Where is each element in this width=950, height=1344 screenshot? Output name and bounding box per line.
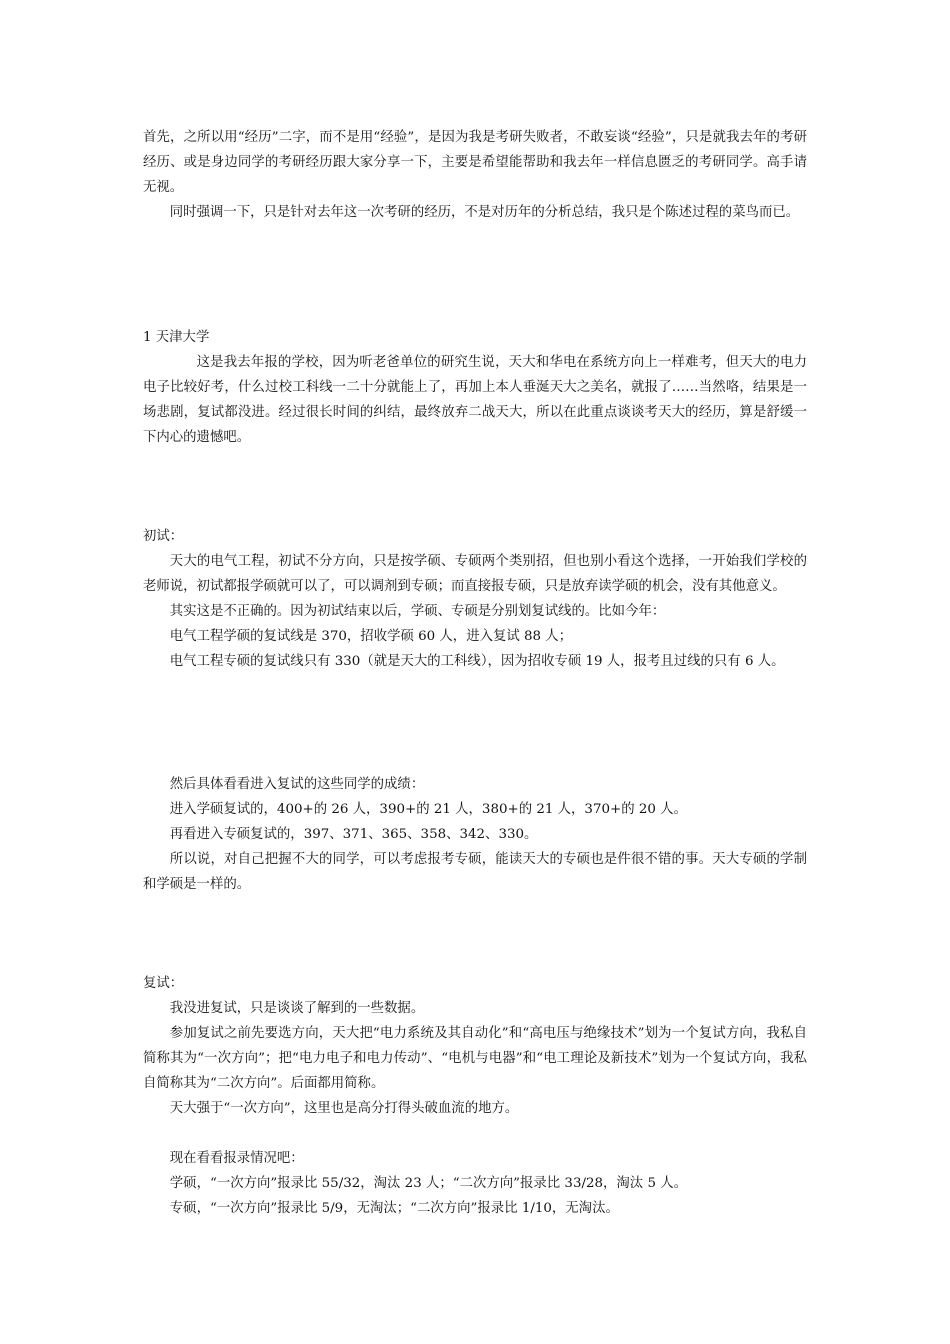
section-heading-tianjin: 1 天津大学 bbox=[143, 330, 210, 345]
tianjin-paragraph-1: 这是我去年报的学校，因为听老爸单位的研究生说，天大和华电在系统方向上一样难考，但天大的电力电子比较好考，什么过校工科线一二十分就能上了，再加上本人垂涎天大之美名，就报了……当然咯，结果是一场悲剧，复试都没进。经过很长时间的纠结，最终放弃二战天大，所以在此重点谈谈考天大的经历，算是舒缓一下内心的遗憾吧。 bbox=[143, 355, 807, 445]
retest-paragraph-5: 学硕，“一次方向”报录比 55/32，淘汰 23 人；“二次方向”报录比 33/28，淘汰 5 人。 bbox=[169, 1176, 688, 1191]
preliminary-paragraph-8: 所以说，对自己把握不大的同学，可以考虑报考专硕，能读天大的专硕也是件很不错的事。天大专硕的学制和学硕是一样的。 bbox=[143, 852, 807, 892]
retest-paragraph-1: 我没进复试，只是谈谈了解到的一些数据。 bbox=[169, 1001, 425, 1016]
retest-paragraph-2: 参加复试之前先要选方向，天大把“电力系统及其自动化”和“高电压与绝缘技术”划为一个复试方向，我私自简称其为“一次方向”；把“电力电子和电力传动”、“电机与电器”和“电工理论及新技术”划为一个复试方向，我私自简称其为“二次方向”。后面都用简称。 bbox=[143, 1026, 807, 1091]
retest-paragraph-3: 天大强于“一次方向”，这里也是高分打得头破血流的地方。 bbox=[169, 1101, 519, 1116]
retest-section bbox=[143, 971, 807, 1121]
intro-section bbox=[143, 125, 807, 225]
retest-paragraph-6: 专硕，“一次方向”报录比 5/9，无淘汰；“二次方向”报录比 1/10，无淘汰。 bbox=[169, 1201, 619, 1216]
preliminary-paragraph-2: 其实这是不正确的。因为初试结束以后，学硕、专硕是分别划复试线的。比如今年： bbox=[169, 604, 666, 619]
preliminary-scores-section bbox=[143, 772, 807, 897]
admission-ratio-section bbox=[143, 1146, 807, 1221]
intro-paragraph-2: 同时强调一下，只是针对去年这一次考研的经历，不是对历年的分析总结，我只是个陈述过程的菜鸟而已。 bbox=[169, 205, 800, 220]
preliminary-paragraph-4: 电气工程专硕的复试线只有 330（就是天大的工科线），因为招收专硕 19 人，报考且过线的只有 6 人。 bbox=[169, 654, 785, 669]
preliminary-exam-section bbox=[143, 524, 807, 674]
preliminary-paragraph-7: 再看进入专硕复试的，397、371、365、358、342、330。 bbox=[169, 827, 538, 842]
preliminary-paragraph-1: 天大的电气工程，初试不分方向，只是按学硕、专硕两个类别招，但也别小看这个选择，一开始我们学校的老师说，初试都报学硕就可以了，可以调剂到专硕；而直接报专硕，只是放弃读学硕的机会，没有其他意义。 bbox=[143, 554, 807, 594]
preliminary-paragraph-3: 电气工程学硕的复试线是 370，招收学硕 60 人，进入复试 88 人； bbox=[169, 629, 573, 644]
preliminary-paragraph-6: 进入学硕复试的，400+的 26 人，390+的 21 人，380+的 21 人，370+的 20 人。 bbox=[169, 802, 687, 817]
tianjin-university-section bbox=[143, 325, 807, 450]
section-heading-retest: 复试： bbox=[143, 976, 184, 991]
section-heading-preliminary: 初试： bbox=[143, 529, 184, 544]
retest-paragraph-4: 现在看看报录情况吧： bbox=[169, 1151, 304, 1166]
intro-paragraph-1: 首先，之所以用“经历”二字，而不是用“经验”，是因为我是考研失败者，不敢妄谈“经验”，只是就我去年的考研经历、或是身边同学的考研经历跟大家分享一下，主要是希望能帮助和我去年一样信息匮乏的考研同学。高手请无视。 bbox=[143, 130, 807, 195]
preliminary-paragraph-5: 然后具体看看进入复试的这些同学的成绩： bbox=[169, 777, 425, 792]
